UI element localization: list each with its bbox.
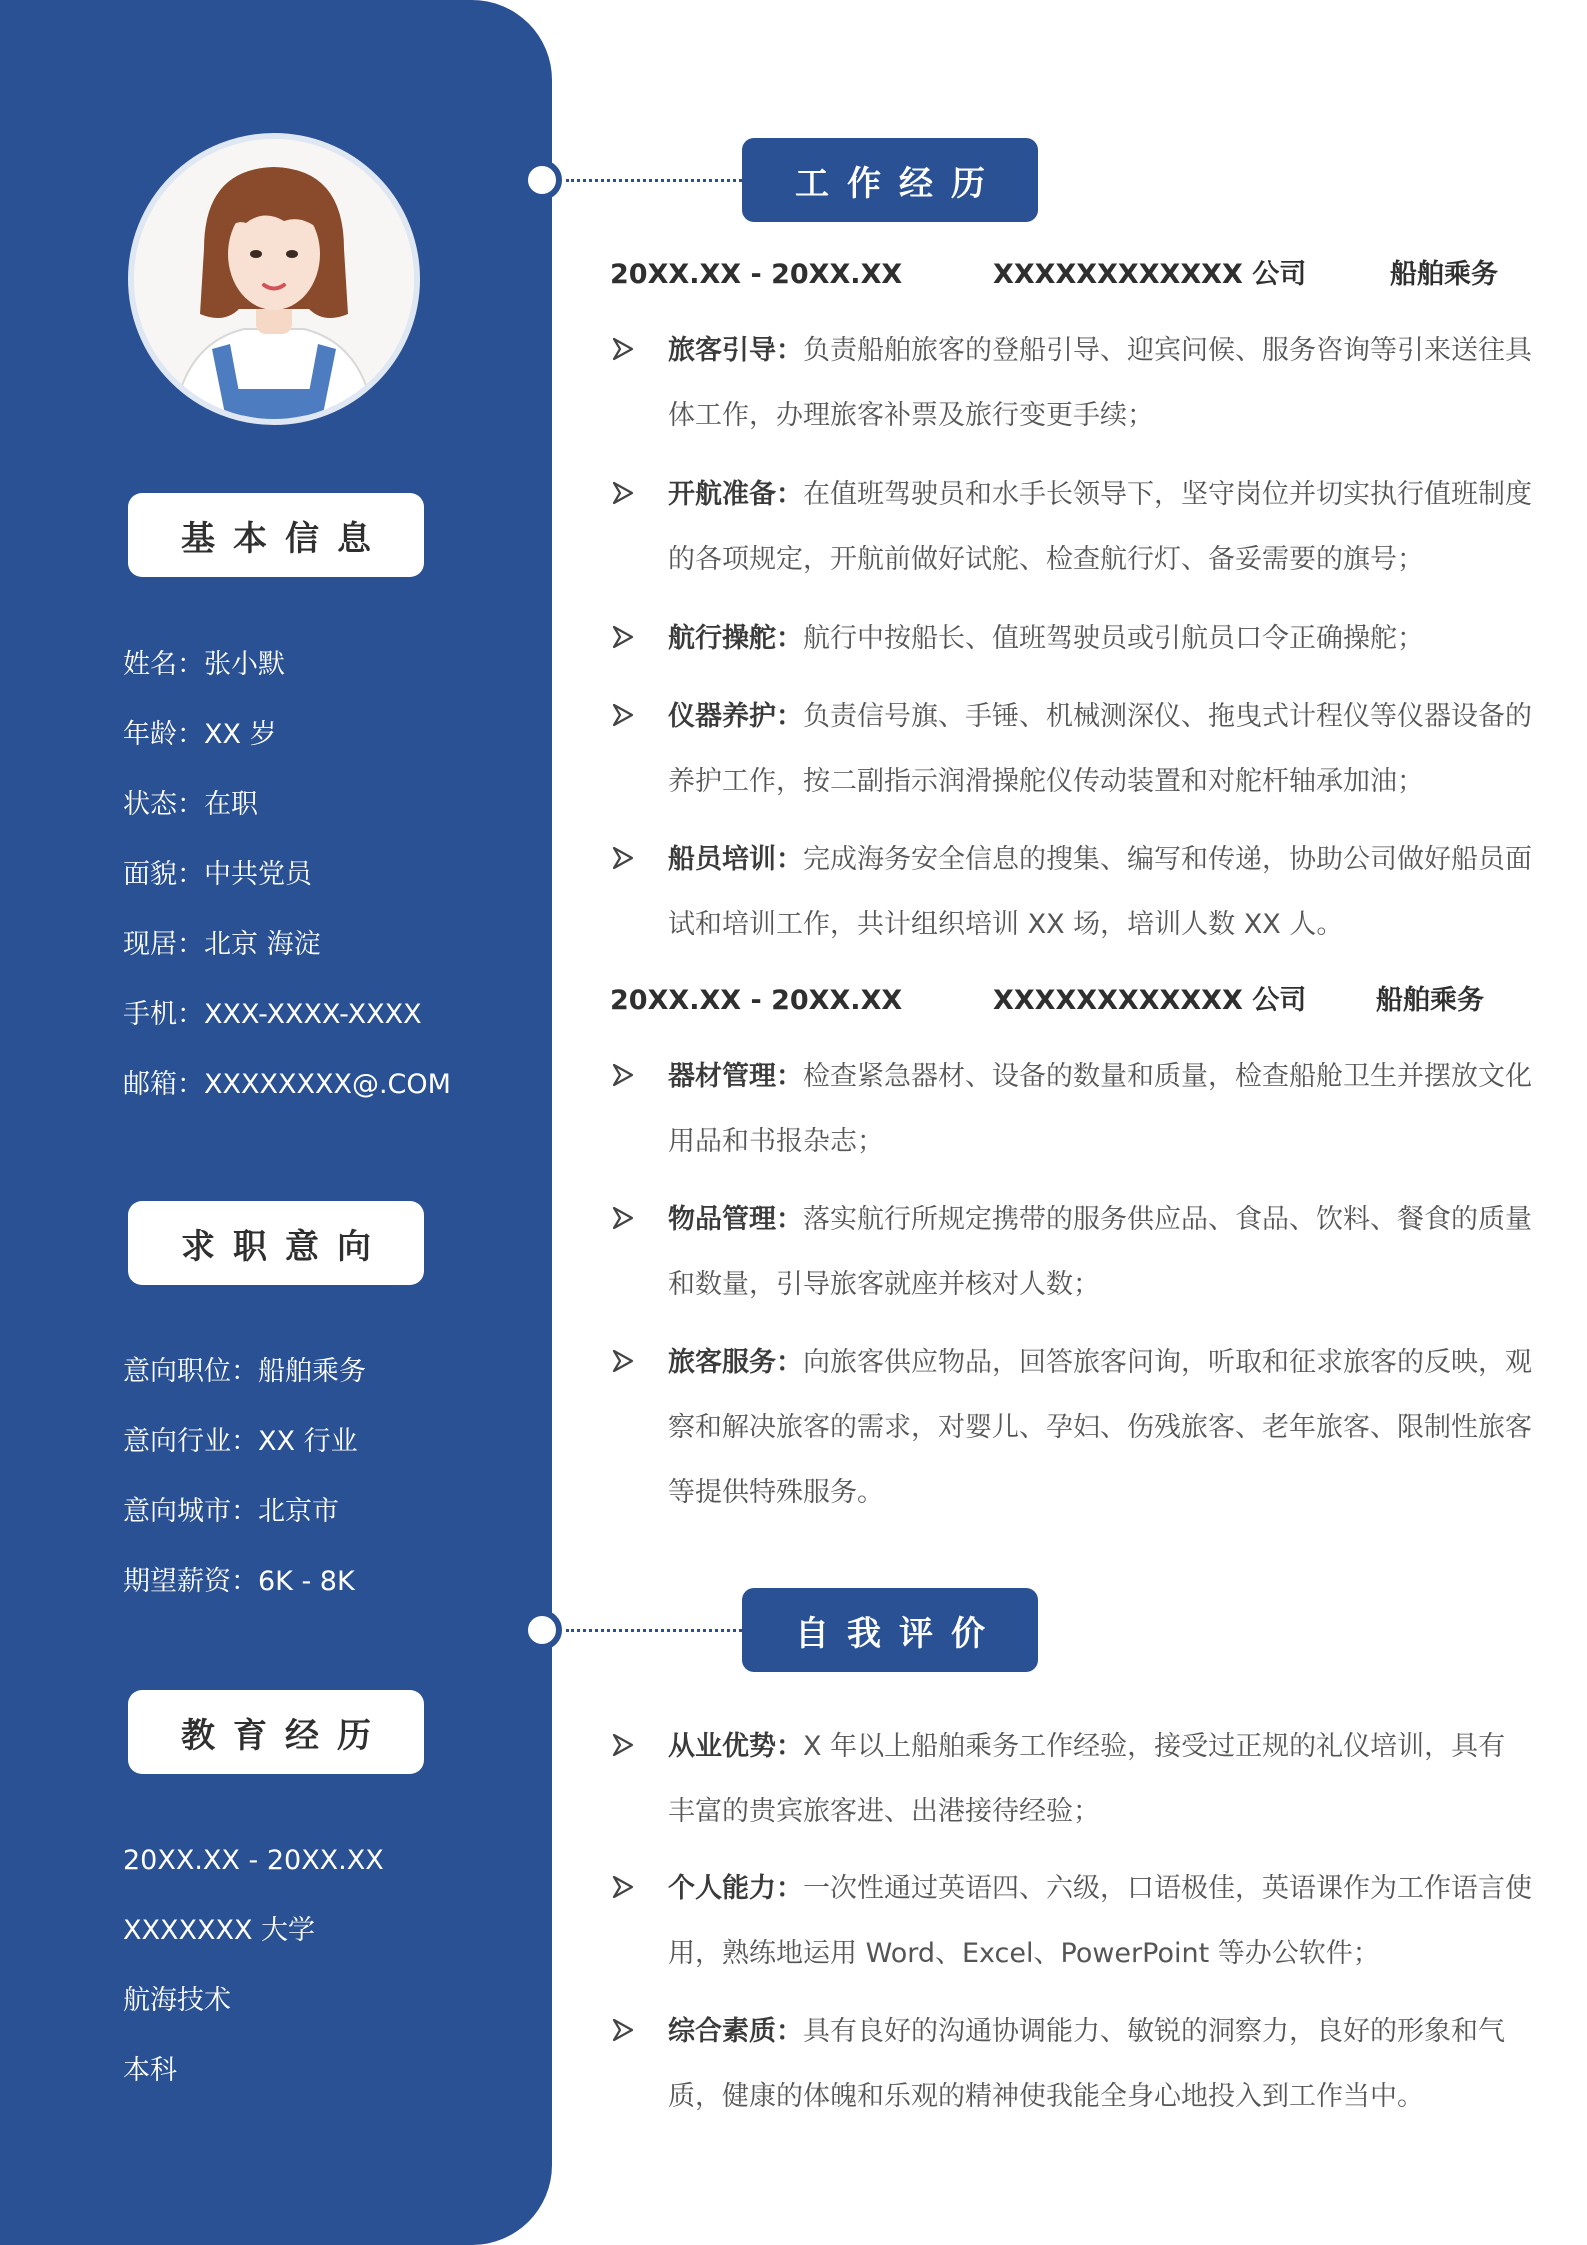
list-item: 20XX.XX - 20XX.XX xyxy=(123,1845,384,1876)
list-item: 状态：在职 xyxy=(123,789,258,820)
arrow-bullet-icon xyxy=(612,1205,634,1231)
job-intent-list xyxy=(123,1337,366,1617)
list-item xyxy=(612,1187,1532,1317)
work-experience-title: 工作经历 xyxy=(742,138,1038,222)
timeline-line xyxy=(566,179,742,182)
arrow-bullet-icon xyxy=(612,1062,634,1088)
arrow-bullet-icon xyxy=(612,1732,634,1758)
list-item xyxy=(612,318,1532,448)
list-item: XXXXXXX 大学 xyxy=(123,1915,316,1946)
education-list xyxy=(123,1826,384,2106)
portrait-illustration-icon xyxy=(134,139,414,419)
list-item: 面貌：中共党员 xyxy=(123,859,312,890)
arrow-bullet-icon xyxy=(612,1348,634,1374)
bullet-text: 落实航行所规定携带的服务供应品、食品、饮料、餐食的质量和数量，引导旅客就座并核对人数； xyxy=(668,1204,1532,1300)
arrow-bullet-icon xyxy=(612,702,634,728)
bullet-text: 向旅客供应物品，回答旅客问询，听取和征求旅客的反映，观察和解决旅客的需求，对婴儿、孕妇、伤残旅客、老年旅客、限制性旅客等提供特殊服务。 xyxy=(668,1347,1532,1508)
job-company: XXXXXXXXXXXX 公司 xyxy=(993,985,1307,1016)
bullet-label: 仪器养护： xyxy=(668,701,803,732)
bullet-label: 从业优势： xyxy=(668,1731,803,1762)
list-item: 意向职位：船舶乘务 xyxy=(123,1356,366,1387)
job-intent-title: 求职意向 xyxy=(128,1201,424,1285)
bullet-label: 旅客引导： xyxy=(668,335,803,366)
job-header xyxy=(610,976,1540,1026)
job-period: 20XX.XX - 20XX.XX xyxy=(610,259,903,290)
self-evaluation-title: 自我评价 xyxy=(742,1588,1038,1672)
list-item xyxy=(612,462,1532,592)
list-item: 期望薪资：6K - 8K xyxy=(123,1566,355,1597)
sidebar xyxy=(0,0,552,2245)
list-item: 姓名：张小默 xyxy=(123,649,285,680)
bullet-text: 检查紧急器材、设备的数量和质量，检查船舱卫生并摆放文化用品和书报杂志； xyxy=(668,1061,1532,1157)
bullet-label: 航行操舵： xyxy=(668,623,803,654)
list-item xyxy=(612,1330,1532,1525)
bullet-label: 器材管理： xyxy=(668,1061,803,1092)
basic-info-title: 基本信息 xyxy=(128,493,424,577)
bullet-label: 船员培训： xyxy=(668,844,803,875)
bullet-label: 旅客服务： xyxy=(668,1347,803,1378)
timeline-dot xyxy=(522,1610,562,1650)
job-position: 船舶乘务 xyxy=(1376,985,1484,1016)
list-item xyxy=(612,827,1532,957)
list-item xyxy=(612,1999,1532,2129)
job-period: 20XX.XX - 20XX.XX xyxy=(610,985,903,1016)
job-company: XXXXXXXXXXXX 公司 xyxy=(993,259,1307,290)
job-position: 船舶乘务 xyxy=(1390,259,1498,290)
bullet-text: 负责信号旗、手锤、机械测深仪、拖曳式计程仪等仪器设备的养护工作，按二副指示润滑操舵仪传动装置和对舵杆轴承加油； xyxy=(668,701,1532,797)
list-item: 现居：北京 海淀 xyxy=(123,929,321,960)
bullet-text: 一次性通过英语四、六级，口语极佳，英语课作为工作语言使用，熟练地运用 Word、Excel、PowerPoint 等办公软件； xyxy=(668,1873,1532,1969)
list-item xyxy=(612,684,1532,814)
arrow-bullet-icon xyxy=(612,480,634,506)
bullet-text: 在值班驾驶员和水手长领导下，坚守岗位并切实执行值班制度的各项规定，开航前做好试舵、检查航行灯、备妥需要的旗号； xyxy=(668,479,1532,575)
arrow-bullet-icon xyxy=(612,845,634,871)
list-item: 邮箱：XXXXXXXX@.COM xyxy=(123,1069,451,1100)
arrow-bullet-icon xyxy=(612,624,634,650)
arrow-bullet-icon xyxy=(612,336,634,362)
arrow-bullet-icon xyxy=(612,1874,634,1900)
bullet-text: 完成海务安全信息的搜集、编写和传递，协助公司做好船员面试和培训工作，共计组织培训 XX 场，培训人数 XX 人。 xyxy=(668,844,1532,940)
bullet-text: X 年以上船舶乘务工作经验，接受过正规的礼仪培训，具有丰富的贵宾旅客进、出港接待经验； xyxy=(668,1731,1506,1827)
timeline-line xyxy=(566,1629,742,1632)
bullet-text: 航行中按船长、值班驾驶员或引航员口令正确操舵； xyxy=(803,623,1424,654)
list-item: 手机：XXX-XXXX-XXXX xyxy=(123,999,422,1030)
bullet-text: 负责船舶旅客的登船引导、迎宾问候、服务咨询等引来送往具体工作，办理旅客补票及旅行变更手续； xyxy=(668,335,1532,431)
list-item: 年龄：XX 岁 xyxy=(123,719,277,750)
bullet-label: 个人能力： xyxy=(668,1873,803,1904)
bullet-label: 物品管理： xyxy=(668,1204,803,1235)
education-title: 教育经历 xyxy=(128,1690,424,1774)
list-item: 本科 xyxy=(123,2055,177,2086)
bullet-label: 开航准备： xyxy=(668,479,803,510)
list-item xyxy=(612,1044,1532,1174)
arrow-bullet-icon xyxy=(612,2017,634,2043)
list-item xyxy=(612,1856,1532,1986)
bullet-label: 综合素质： xyxy=(668,2016,803,2047)
avatar xyxy=(128,133,420,425)
basic-info-list xyxy=(123,630,451,1120)
list-item xyxy=(612,1714,1532,1844)
timeline-dot xyxy=(522,160,562,200)
list-item: 航海技术 xyxy=(123,1985,231,2016)
list-item: 意向行业：XX 行业 xyxy=(123,1426,358,1457)
bullet-text: 具有良好的沟通协调能力、敏锐的洞察力，良好的形象和气质，健康的体魄和乐观的精神使我能全身心地投入到工作当中。 xyxy=(668,2016,1505,2112)
job-header xyxy=(610,250,1540,300)
list-item: 意向城市：北京市 xyxy=(123,1496,339,1527)
list-item xyxy=(612,606,1532,671)
